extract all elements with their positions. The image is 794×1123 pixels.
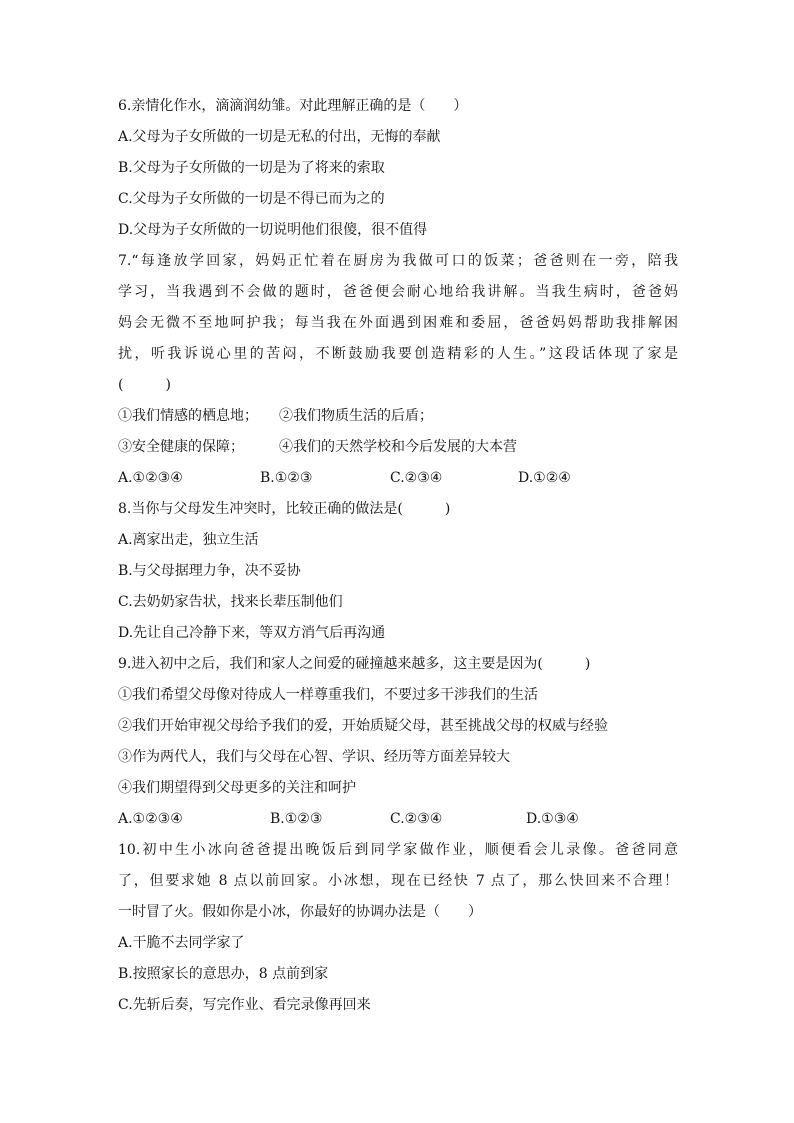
q10-option-a: A.干脆不去同学家了: [118, 935, 245, 951]
q10-stem-line-1: 10.初中生小冰向爸爸提出晚饭后到同学家做作业，顺便看会儿录像。爸爸同意: [118, 842, 678, 858]
question-list: [118, 91, 678, 1021]
q7-item-3-4: ③安全健康的保障； ④我们的天然学校和今后发展的大本营: [118, 439, 517, 455]
q9-choices: [118, 804, 678, 835]
q8-stem: 8.当你与父母发生冲突时，比较正确的做法是( ): [118, 501, 451, 517]
q10-stem-line-2: 了，但要求她 8 点以前回家。小冰想，现在已经快 7 点了，那么快回来不合理！: [118, 873, 678, 889]
q10-stem-line-3: 一时冒了火。假如你是小冰，你最好的协调办法是（ ）: [118, 904, 482, 920]
q9-item-2: ②我们开始审视父母给予我们的爱，开始质疑父母，甚至挑战父母的权威与经验: [118, 718, 608, 734]
q7-stem-line-2: 学习，当我遇到不会做的题时，爸爸便会耐心地给我讲解。当我生病时，爸爸妈: [118, 284, 678, 300]
q7-stem-line-3: 妈会无微不至地呵护我；每当我在外面遇到困难和委屈，爸爸妈妈帮助我排解困: [118, 315, 678, 331]
q8-option-c: C.去奶奶家告状，找来长辈压制他们: [118, 594, 343, 610]
q6-option-d: D.父母为子女所做的一切说明他们很傻，很不值得: [118, 222, 428, 238]
q9-choice-d: D.①③④: [526, 811, 579, 827]
q7-choice-b: B.①②③: [260, 470, 313, 486]
q6-option-b: B.父母为子女所做的一切是为了将来的索取: [118, 160, 385, 176]
q9-choice-a: A.①②③④: [118, 811, 183, 827]
q7-choices: [118, 463, 678, 494]
q7-stem-line-4: 扰，听我诉说心里的苦闷，不断鼓励我要创造精彩的人生。”这段话体现了家是: [118, 346, 678, 362]
q7-item-1-2: ①我们情感的栖息地； ②我们物质生活的后盾；: [118, 408, 433, 424]
q10-option-c: C.先斩后奏，写完作业、看完录像再回来: [118, 997, 371, 1013]
q7-stem-line-1: 7.“每逢放学回家，妈妈正忙着在厨房为我做可口的饭菜；爸爸则在一旁，陪我: [118, 253, 678, 269]
q9-item-3: ③作为两代人，我们与父母在心智、学识、经历等方面差异较大: [118, 749, 510, 765]
q8-option-b: B.与父母据理力争，决不妥协: [118, 563, 301, 579]
q6-option-c: C.父母为子女所做的一切是不得已而为之的: [118, 191, 385, 207]
q7-choice-c: C.②③④: [390, 470, 443, 486]
q7-stem-line-5: ( ): [118, 377, 171, 393]
q6-stem: 6.亲情化作水，滴滴润幼雏。对此理解正确的是（ ）: [118, 98, 468, 114]
q9-item-1: ①我们希望父母像对待成人一样尊重我们，不要过多干涉我们的生活: [118, 687, 538, 703]
q6-option-a: A.父母为子女所做的一切是无私的付出，无悔的奉献: [118, 129, 441, 145]
q9-choice-c: C.②③④: [390, 811, 443, 827]
q10-option-b: B.按照家长的意思办，8 点前到家: [118, 966, 329, 982]
q9-item-4: ④我们期望得到父母更多的关注和呵护: [118, 780, 356, 796]
q8-option-a: A.离家出走，独立生活: [118, 532, 259, 548]
q8-option-d: D.先让自己冷静下来，等双方消气后再沟通: [118, 625, 386, 641]
q9-choice-b: B.①②③: [270, 811, 323, 827]
q7-choice-a: A.①②③④: [118, 470, 183, 486]
q7-choice-d: D.①②④: [518, 470, 571, 486]
q9-stem: 9.进入初中之后，我们和家人之间爱的碰撞越来越多，这主要是因为( ): [118, 656, 591, 672]
